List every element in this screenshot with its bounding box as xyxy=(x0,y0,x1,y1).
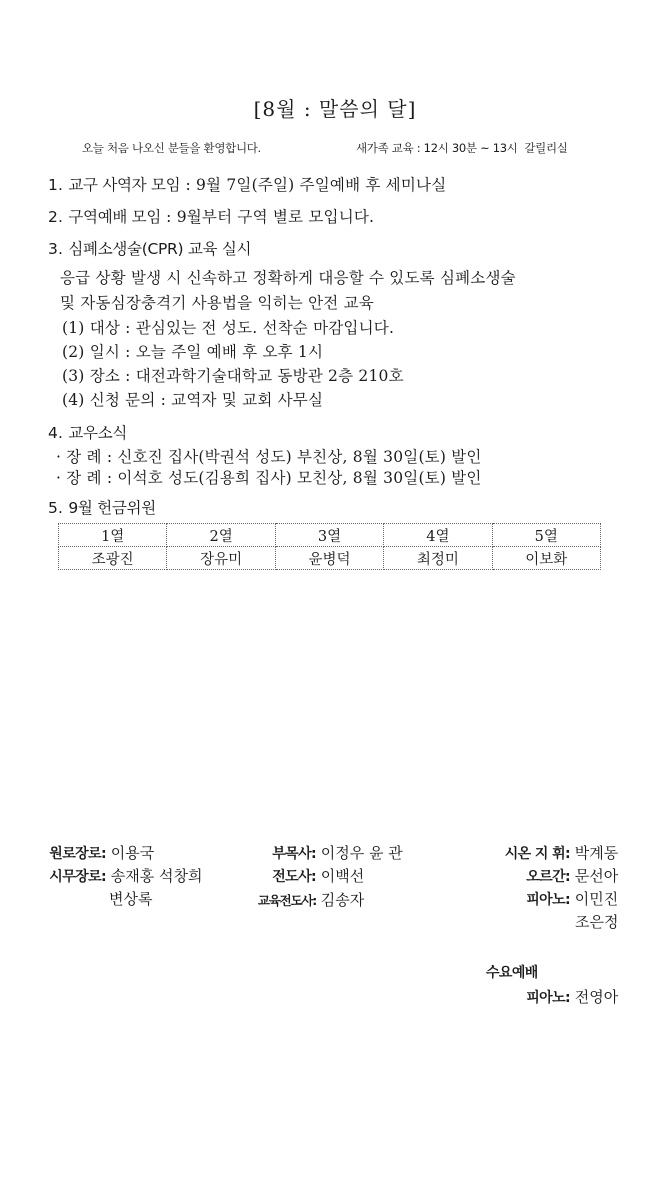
table-cell: 장유미 xyxy=(167,547,275,570)
staff-organist xyxy=(466,865,618,886)
section-3 xyxy=(48,237,251,259)
item-text: 대상 : 관심있는 전 성도. 선착순 마감입니다. xyxy=(89,319,395,337)
section-2 xyxy=(48,205,374,227)
staff-elder-active xyxy=(40,865,203,886)
staff-value: 문선아 xyxy=(574,867,619,885)
member-news-item: · 장 례 : 이석호 성도(김용희 집사) 모친상, 8월 30일(토) 발인 xyxy=(56,469,482,487)
item-number: (2) xyxy=(62,343,85,361)
staff-evangelist xyxy=(250,865,364,886)
staff-value: 송재홍 석창희 xyxy=(110,867,203,885)
cpr-item-contact xyxy=(62,388,323,410)
item-number: (3) xyxy=(62,367,85,385)
section-text: : 9월부터 구역 별로 모입니다. xyxy=(161,208,375,226)
staff-value: 변상록 xyxy=(109,890,153,908)
section-heading: 교구 사역자 모임 xyxy=(68,176,181,194)
section-number: 4. xyxy=(48,424,64,442)
item-text: 일시 : 오늘 주일 예배 후 오후 1시 xyxy=(89,343,324,361)
table-header-row xyxy=(59,524,601,547)
staff-pianist xyxy=(466,888,618,909)
table-header-cell: 3열 xyxy=(275,524,383,547)
section-heading: 심폐소생술(CPR) 교육 실시 xyxy=(68,240,252,258)
table-cell: 최정미 xyxy=(384,547,492,570)
staff-value: 이정우 윤 관 xyxy=(320,844,403,862)
staff-pianist-2 xyxy=(575,911,618,932)
item-number: (4) xyxy=(62,391,85,409)
table-cell: 이보화 xyxy=(492,547,600,570)
staff-value: 이용국 xyxy=(110,844,155,862)
cpr-description-line-2: 및 자동심장충격기 사용법을 익히는 안전 교육 xyxy=(60,294,374,312)
staff-elder-retired xyxy=(40,842,154,863)
member-news-item: · 장 례 : 신호진 집사(박권석 성도) 부친상, 8월 30일(토) 발인 xyxy=(56,448,482,466)
staff-label: 오르간: xyxy=(526,869,570,885)
staff-value: 조은정 xyxy=(575,913,619,931)
staff-label: 시온 지 휘: xyxy=(504,846,570,862)
section-4 xyxy=(48,421,127,443)
item-number: (1) xyxy=(62,319,85,337)
wednesday-service-heading xyxy=(486,962,538,982)
staff-wednesday-pianist xyxy=(466,986,618,1007)
staff-label: 부목사: xyxy=(272,846,316,862)
new-family-education: 새가족 교육 : 12시 30분 ~ 13시 갈릴리실 xyxy=(356,141,568,155)
cpr-item-target xyxy=(62,316,394,338)
section-heading: 9월 헌금위원 xyxy=(68,499,156,517)
staff-associate-pastor xyxy=(250,842,403,863)
table-row xyxy=(59,547,601,570)
table-cell: 윤병덕 xyxy=(275,547,383,570)
staff-value: 이민진 xyxy=(574,890,619,908)
item-text: 신청 문의 : 교역자 및 교회 사무실 xyxy=(89,391,324,409)
staff-label: 교육전도사: xyxy=(257,893,316,908)
item-text: 장소 : 대전과학기술대학교 동방관 2층 210호 xyxy=(89,367,404,385)
page-title: [8월 : 말씀의 달] xyxy=(253,97,417,121)
staff-label: 시무장로: xyxy=(49,869,106,885)
section-1 xyxy=(48,173,446,195)
table-header-cell: 1열 xyxy=(59,524,167,547)
staff-value: 김송자 xyxy=(320,891,365,909)
section-5 xyxy=(48,496,156,518)
staff-label: 원로장로: xyxy=(49,846,106,862)
staff-value: 이백선 xyxy=(320,867,365,885)
staff-label: 전도사: xyxy=(272,869,316,885)
cpr-item-time xyxy=(62,340,323,362)
section-text: : 9월 7일(주일) 주일예배 후 세미나실 xyxy=(180,176,447,194)
offering-committee-table xyxy=(58,523,601,570)
section-number: 3. xyxy=(48,240,64,258)
table-cell: 조광진 xyxy=(59,547,167,570)
table-header-cell: 2열 xyxy=(167,524,275,547)
staff-conductor xyxy=(466,842,618,863)
staff-value: 전영아 xyxy=(574,988,619,1006)
cpr-item-place xyxy=(62,364,404,386)
staff-label: 수요예배 xyxy=(486,965,538,981)
table-header-cell: 4열 xyxy=(384,524,492,547)
cpr-description-line-1: 응급 상황 발생 시 신속하고 정확하게 대응할 수 있도록 심폐소생술 xyxy=(60,269,516,287)
staff-value: 박계동 xyxy=(574,844,619,862)
staff-label: 피아노: xyxy=(526,892,570,908)
staff-label: 피아노: xyxy=(526,990,570,1006)
staff-education-evangelist xyxy=(250,889,364,910)
section-number: 1. xyxy=(48,176,64,194)
section-number: 2. xyxy=(48,208,64,226)
staff-elder-active-2 xyxy=(109,888,152,909)
section-number: 5. xyxy=(48,499,64,517)
section-heading: 교우소식 xyxy=(68,424,128,442)
table-header-cell: 5열 xyxy=(492,524,600,547)
welcome-text: 오늘 처음 나오신 분들을 환영합니다. xyxy=(82,141,261,155)
section-heading: 구역예배 모임 xyxy=(68,208,162,226)
